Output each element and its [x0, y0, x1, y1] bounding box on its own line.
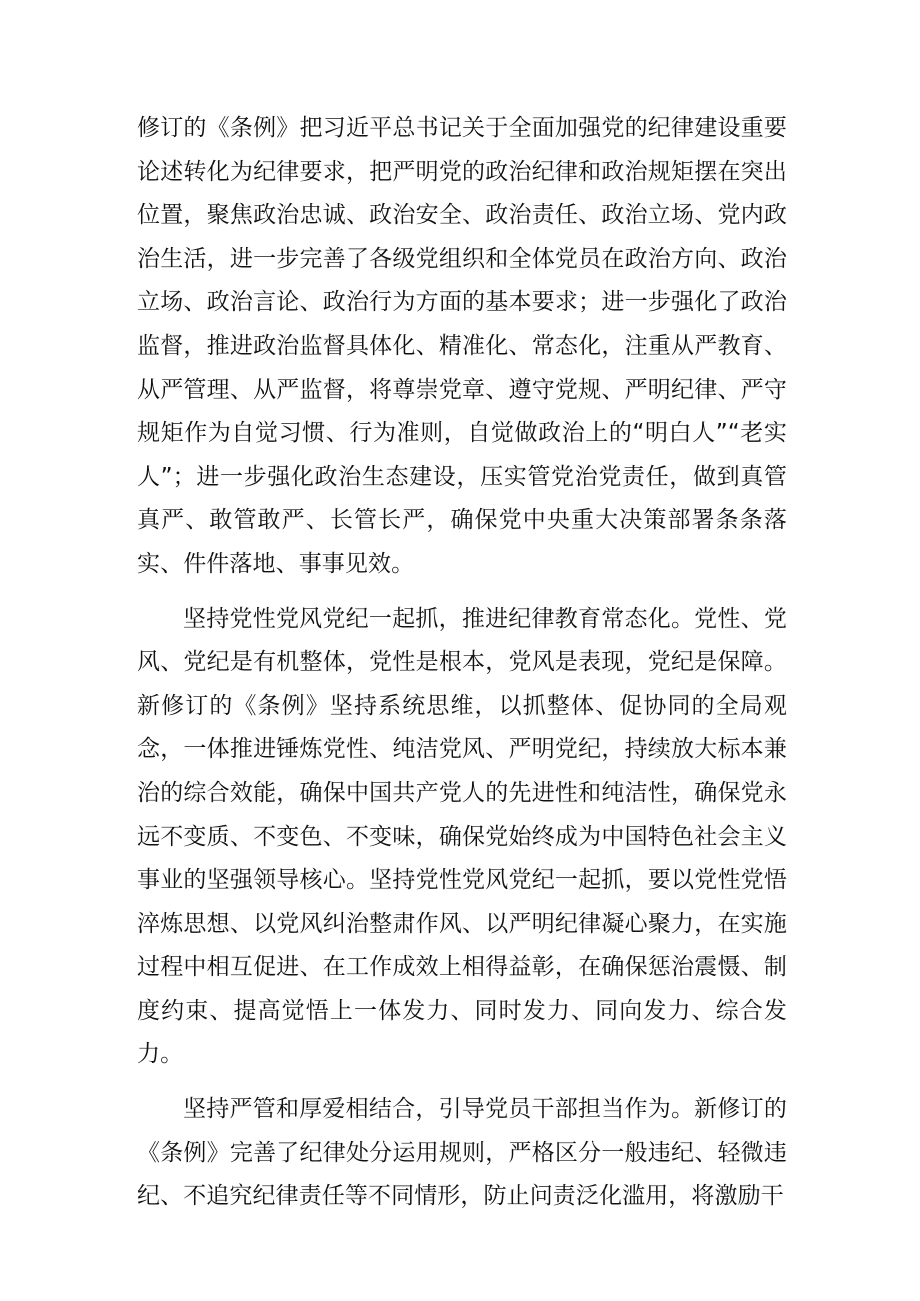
- document-body: [137, 107, 787, 1219]
- paragraph-1: 修订的《条例》把习近平总书记关于全面加强党的纪律建设重要论述转化为纪律要求，把严明党的政治纪律和政治规矩摆在突出位置，聚焦政治忠诚、政治安全、政治责任、政治立场、党内政治生活，进一步完善了各级党组织和全体党员在政治方向、政治立场、政治言论、政治行为方面的基本要求；进一步强化了政治监督，推进政治监督具体化、精准化、常态化，注重从严教育、从严管理、从严监督，将尊崇党章、遵守党规、严明纪律、严守规矩作为自觉习惯、行为准则，自觉做政治上的“明白人”“老实人”；进一步强化政治生态建设，压实管党治党责任，做到真管真严、敢管敢严、长管长严，确保党中央重大决策部署条条落实、件件落地、事事见效。: [137, 115, 787, 577]
- paragraph-3: 坚持严管和厚爱相结合，引导党员干部担当作为。新修订的《条例》完善了纪律处分运用规则，严格区分一般违纪、轻微违纪、不追究纪律责任等不同情形，防止问责泛化滥用，将激励干: [137, 1096, 787, 1210]
- paragraph-2: 坚持党性党风党纪一起抓，推进纪律教育常态化。党性、党风、党纪是有机整体，党性是根本，党风是表现，党纪是保障。新修订的《条例》坚持系统思维，以抓整体、促协同的全局观念，一体推进锤炼党性、纯洁党风、严明党纪，持续放大标本兼治的综合效能，确保中国共产党人的先进性和纯洁性，确保党永远不变质、不变色、不变味，确保党始终成为中国特色社会主义事业的坚强领导核心。坚持党性党风党纪一起抓，要以党性党悟淬炼思想、以党风纠治整肃作风、以严明纪律凝心聚力，在实施过程中相互促进、在工作成效上相得益彰，在确保惩治震慑、制度约束、提高觉悟上一体发力、同时发力、同向发力、综合发力。: [137, 605, 787, 1068]
